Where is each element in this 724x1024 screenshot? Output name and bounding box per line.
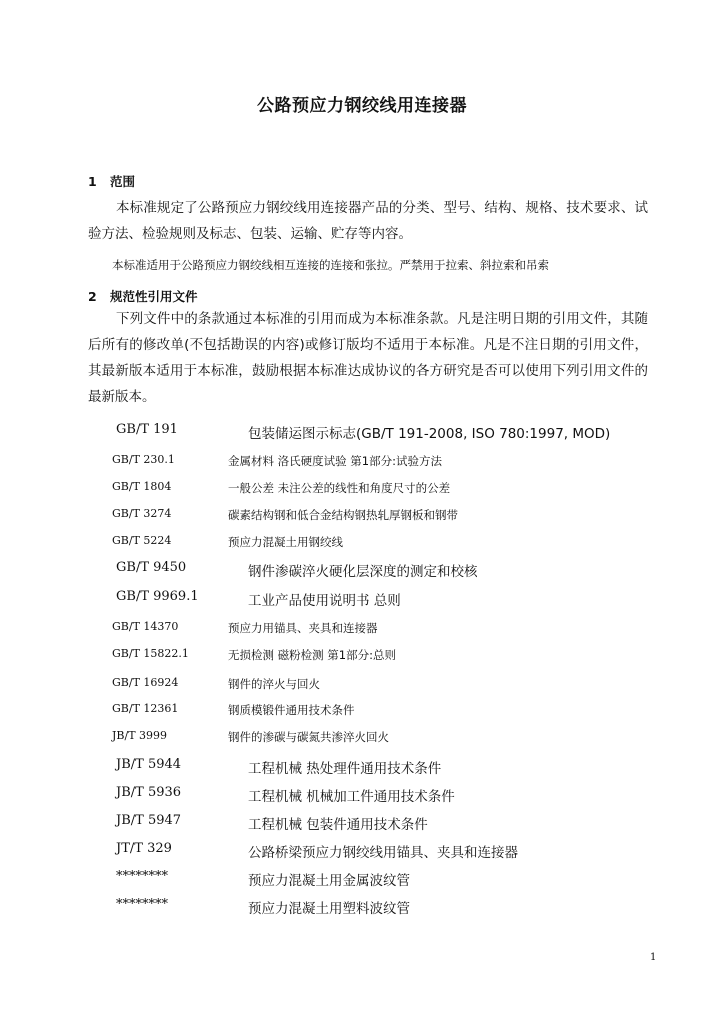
reference-code: GB/T 12361 [112, 702, 179, 715]
reference-name: 工程机械 包装件通用技术条件 [248, 817, 428, 833]
section-1-note: 本标准适用于公路预应力钢绞线相互连接的连接和张拉。严禁用于拉索、斜拉索和吊索 [112, 258, 549, 272]
page-number: 1 [650, 952, 657, 963]
reference-code: GB/T 230.1 [112, 453, 175, 466]
reference-code: GB/T 16924 [112, 676, 179, 689]
section-1-heading [88, 172, 135, 190]
reference-name: 碳素结构钢和低合金结构钢热轧厚钢板和钢带 [228, 508, 458, 522]
reference-code: JT/T 329 [116, 841, 172, 856]
reference-name: 工程机械 机械加工件通用技术条件 [248, 789, 455, 805]
reference-code: JB/T 5944 [116, 757, 182, 772]
reference-name: 预应力用锚具、夹具和连接器 [228, 621, 378, 635]
document-title: 公路预应力钢绞线用连接器 [257, 96, 467, 116]
reference-name: 钢件渗碳淬火硬化层深度的测定和校核 [248, 564, 478, 580]
reference-name: 无损检测 磁粉检测 第1部分:总则 [228, 648, 397, 662]
reference-name: 公路桥梁预应力钢绞线用锚具、夹具和连接器 [248, 845, 518, 861]
reference-code: GB/T 191 [116, 422, 178, 437]
reference-code: JB/T 3999 [112, 729, 168, 742]
reference-code: GB/T 5224 [112, 534, 172, 547]
reference-name: 一般公差 未注公差的线性和角度尺寸的公差 [228, 481, 451, 495]
reference-name: 钢件的淬火与回火 [228, 677, 320, 691]
section-2-heading [88, 287, 198, 305]
reference-name: 金属材料 洛氏硬度试验 第1部分:试验方法 [228, 454, 443, 468]
reference-name: 预应力混凝土用塑料波纹管 [248, 901, 410, 917]
reference-code: ******** [116, 869, 168, 884]
reference-code: JB/T 5947 [116, 813, 182, 828]
section-1-number: 1 [88, 174, 97, 189]
reference-code: JB/T 5936 [116, 785, 182, 800]
reference-code: GB/T 15822.1 [112, 647, 189, 660]
reference-name: 工程机械 热处理件通用技术条件 [248, 761, 442, 777]
section-1-paragraph: 本标准规定了公路预应力钢绞线用连接器产品的分类、型号、结构、规格、技术要求、试验方法、检验规则及标志、包装、运输、贮存等内容。 [88, 200, 648, 242]
reference-code: GB/T 9969.1 [116, 589, 199, 604]
reference-code: GB/T 9450 [116, 560, 187, 575]
reference-code: GB/T 14370 [112, 620, 179, 633]
reference-code: GB/T 3274 [112, 507, 172, 520]
reference-name: 钢质模锻件通用技术条件 [228, 703, 355, 717]
reference-name: 预应力混凝土用钢绞线 [228, 535, 343, 549]
reference-name: 预应力混凝土用金属波纹管 [248, 873, 410, 889]
section-2-title: 规范性引用文件 [110, 289, 198, 304]
reference-name: 钢件的渗碳与碳氮共渗淬火回火 [228, 730, 389, 744]
reference-name: 包装储运图示标志(GB/T 191-2008, ISO 780:1997, MOD) [248, 426, 611, 442]
section-2-number: 2 [88, 289, 97, 304]
reference-code: ******** [116, 897, 168, 912]
section-2-paragraph: 下列文件中的条款通过本标准的引用而成为本标准条款。凡是注明日期的引用文件，其随后所有的修改单(不包括勘误的内容)或修订版均不适用于本标准。凡是不注日期的引用文件，其最新版本适用于本标准，鼓励根据本标准达成协议的各方研究是否可以使用下列引用文件的最新版本。 [88, 311, 648, 405]
reference-name: 工业产品使用说明书 总则 [248, 593, 401, 609]
section-1-title: 范围 [110, 174, 136, 189]
reference-code: GB/T 1804 [112, 480, 172, 493]
